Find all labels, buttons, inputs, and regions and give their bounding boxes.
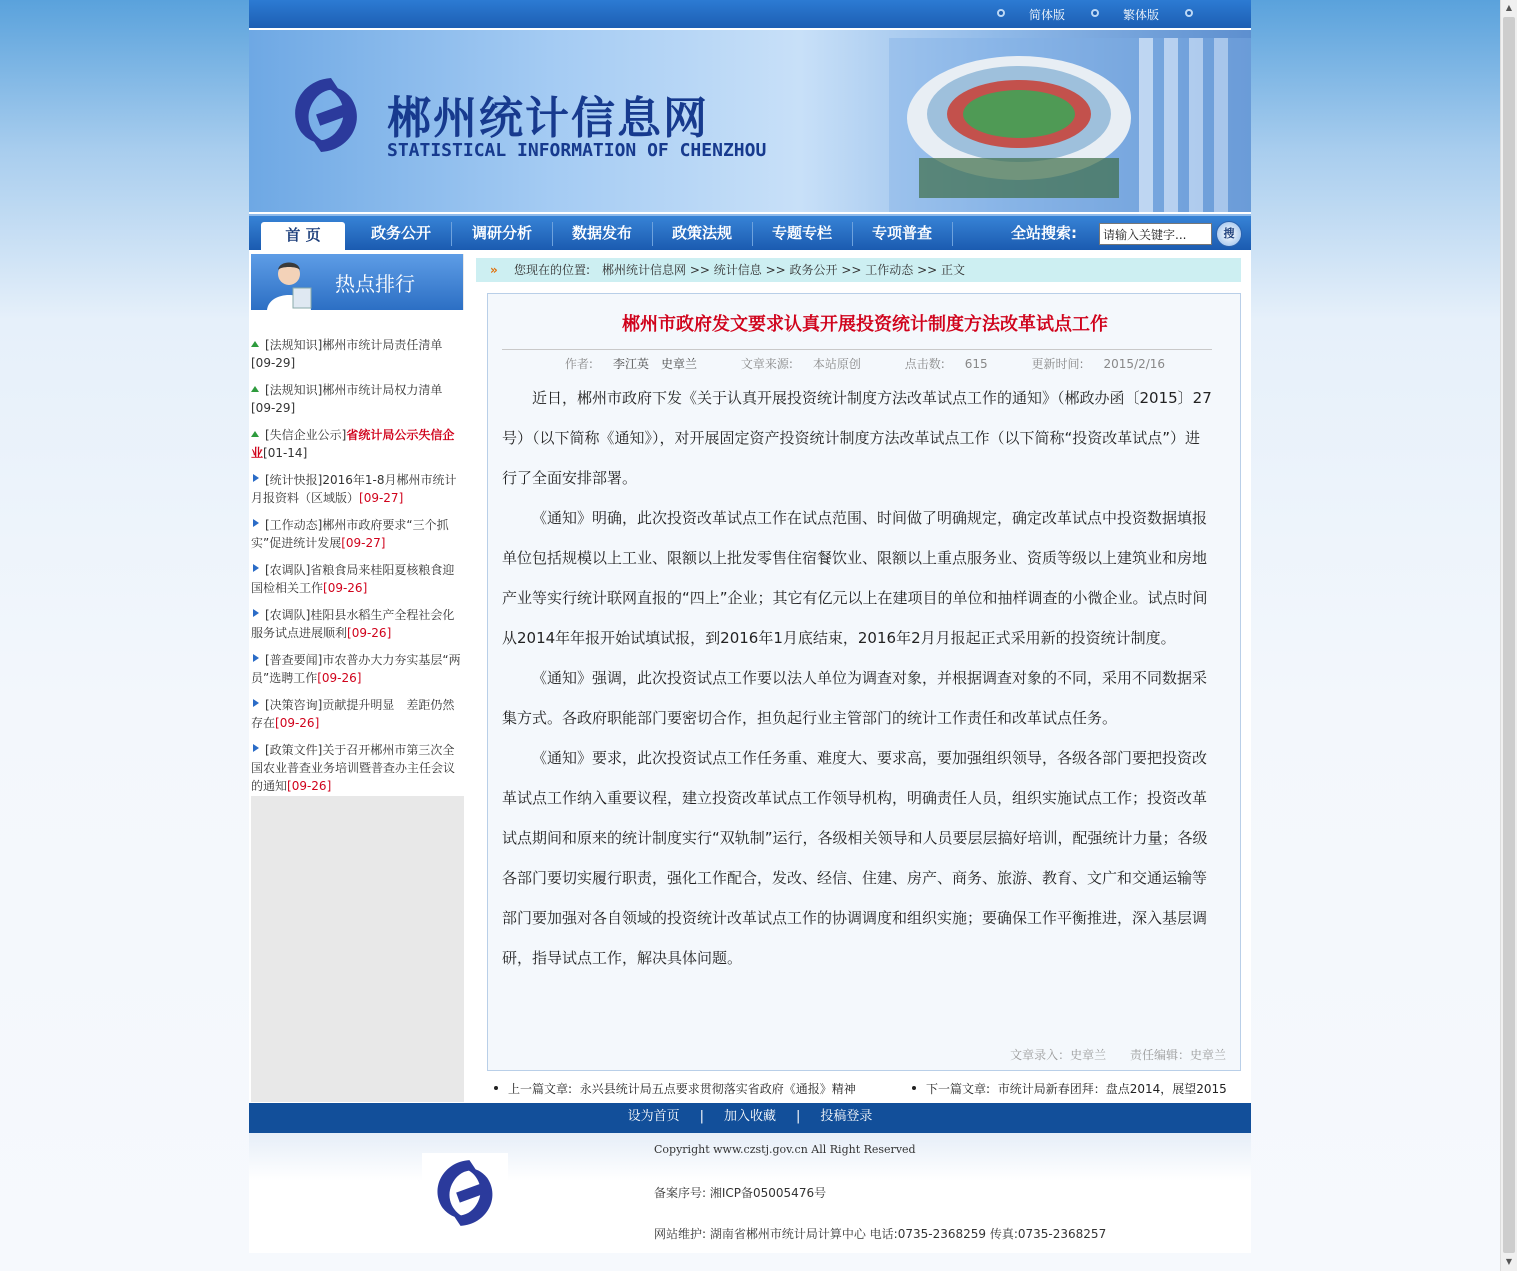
article-editor: 责任编辑：史章兰	[1129, 1048, 1226, 1062]
hot-list-item-date: [01-14]	[263, 446, 308, 460]
triangle-right-icon	[253, 654, 259, 662]
triangle-right-icon	[253, 564, 259, 572]
hot-list-item-date: [09-26]	[317, 671, 362, 685]
footer-logo	[422, 1153, 508, 1233]
search-button[interactable]: 搜	[1216, 221, 1242, 247]
hot-list-item[interactable]	[251, 471, 461, 507]
add-favorite-link[interactable]: 加入收藏	[723, 1109, 776, 1124]
icp-text: 备案序号: 湘ICP备05005476号	[654, 1186, 827, 1200]
hot-list-item[interactable]	[251, 606, 461, 642]
hot-list-item[interactable]	[251, 426, 461, 462]
author-value: 李江英 史章兰	[612, 357, 697, 371]
next-article[interactable]	[912, 1080, 1227, 1097]
next-label: 下一篇文章:	[926, 1082, 991, 1096]
clicks-value: 615	[964, 357, 988, 371]
hot-list-item[interactable]	[251, 696, 461, 732]
nav-home[interactable]: 首 页	[261, 222, 345, 252]
nav-divider	[952, 222, 953, 246]
set-homepage-link[interactable]: 设为首页	[627, 1109, 680, 1124]
triangle-right-icon	[253, 474, 259, 482]
search-input[interactable]	[1099, 223, 1212, 245]
hot-list-item-text[interactable]: [农调队]桂阳县水稻生产全程社会化服务试点进展顺利	[251, 608, 455, 640]
author-label: 作者:	[564, 357, 593, 371]
article-paragraph: 《通知》强调，此次投资试点工作要以法人单位为调查对象，并根据调查对象的不同，采用不同数据采集方式。各政府职能部门要密切合作，担负起行业主管部门的统计工作责任和改革试点任务。	[502, 669, 1208, 727]
prev-link[interactable]: 永兴县统计局五点要求贯彻落实省政府《通报》精神	[579, 1082, 856, 1096]
hot-list-item[interactable]	[251, 651, 461, 687]
main-nav	[249, 214, 1251, 250]
maintainer-text: 网站维护: 湖南省郴州市统计局计算中心 电话:0735-2368259 传真:0735-2368257	[654, 1227, 1107, 1241]
hot-list-item-date: [09-26]	[287, 779, 332, 793]
hot-ranking-list	[251, 310, 464, 796]
article-meta	[488, 355, 1242, 372]
submit-login-link[interactable]: 投稿登录	[820, 1109, 873, 1124]
scroll-up-icon[interactable]: ▲	[1505, 3, 1513, 12]
stadium-image-icon	[889, 38, 1251, 212]
bullet-icon	[494, 1086, 498, 1090]
footer-separator: |	[699, 1109, 704, 1124]
hot-list-item[interactable]	[251, 561, 461, 597]
hot-ranking-title: 热点排行	[335, 272, 415, 296]
prev-label: 上一篇文章:	[508, 1082, 573, 1096]
article-paragraph: 《通知》要求，此次投资试点工作任务重、难度大、要求高，要加强组织领导，各级各部门要把投资改革试点工作纳入重要议程，建立投资改革试点工作领导机构，明确责任人员，组织实施试点工作；投资改革试点期间和原来的统计制度实行“双轨制”运行，各级相关领导和人员要层层搞好培训，配强统计力量；各级各部门要切实履行职责，强化工作配合，发改、经信、住建、房产、商务、旅游、教育、文广和交通运输等部门要加强对各自领域的投资统计改革试点工作的协调调度和组织实施；要确保工作平衡推进，深入基层调研，指导试点工作，解决具体问题。	[502, 749, 1208, 967]
nav-data-release[interactable]: 数据发布	[571, 224, 632, 242]
hot-list-item-highlight[interactable]: 省统计局公示失信企业	[251, 428, 455, 460]
breadcrumb	[476, 258, 1241, 282]
next-link[interactable]: 市统计局新春团拜：盘点2014，展望2015	[997, 1082, 1227, 1096]
hot-list-item-date: [09-29]	[251, 401, 296, 415]
article-paragraph: 《通知》明确，此次投资改革试点工作在试点范围、时间做了明确规定，确定改革试点中投资数据填报单位包括规模以上工业、限额以上批发零售住宿餐饮业、限额以上重点服务业、资质等级以上建筑业和房地产业等实行统计联网直报的“四上”企业；其它有亿元以上在建项目的单位和抽样调查的小微企业。试点时间从2014年年报开始试填试报，到2016年1月底结束，2016年2月月报起正式采用新的投资统计制度。	[502, 509, 1208, 647]
breadcrumb-text[interactable]: 您现在的位置: 郴州统计信息网 >> 统计信息 >> 政务公开 >> 工作动态 >> 正文	[514, 263, 965, 277]
clicks-label: 点击数:	[904, 357, 945, 371]
hot-list-item-date: [09-27]	[341, 536, 386, 550]
footer-separator: |	[796, 1109, 801, 1124]
article-entry: 文章录入：史章兰	[1010, 1048, 1107, 1062]
source-label: 文章来源:	[740, 357, 793, 371]
hot-list-item-date: [09-26]	[323, 581, 368, 595]
hot-list-item-text[interactable]: [法规知识]郴州市统计局权力清单	[265, 383, 443, 397]
page-container	[249, 0, 1251, 1253]
breadcrumb-arrow-icon: »	[490, 263, 498, 277]
simplified-link[interactable]: 简体版	[1029, 8, 1066, 22]
article-body	[502, 378, 1212, 978]
triangle-up-icon	[251, 386, 259, 392]
bullet-icon	[912, 1086, 916, 1090]
footer-links	[249, 1103, 1251, 1133]
hot-list-item[interactable]	[251, 381, 461, 417]
prev-article[interactable]	[494, 1080, 856, 1097]
top-strip	[249, 0, 1251, 28]
footer-logo-icon	[422, 1153, 508, 1233]
sidebar	[251, 254, 464, 1102]
hot-list-item-date: [09-29]	[251, 356, 296, 370]
hot-list-item-date: [09-26]	[347, 626, 392, 640]
article-footer	[990, 1046, 1226, 1063]
hot-list-item-text[interactable]: [政策文件]关于召开郴州市第三次全国农业普查业务培训暨普查办主任会议的通知	[251, 743, 456, 793]
hot-list-item-text[interactable]: [农调队]省粮食局来桂阳夏核粮食迎国检相关工作	[251, 563, 455, 595]
article-paragraph: 近日，郴州市政府下发《关于认真开展投资统计制度方法改革试点工作的通知》（郴政办函〔2015〕27号）（以下简称《通知》），对开展固定资产投资统计制度方法改革试点工作（以下简称“投资改革试点”）进行了全面安排部署。	[502, 389, 1212, 487]
copyright-text: Copyright www.czstj.gov.cn All Right Reserved	[654, 1143, 916, 1156]
dot-icon	[1091, 9, 1099, 17]
site-footer	[249, 1133, 1251, 1253]
nav-census[interactable]: 专项普查	[871, 224, 932, 242]
hot-list-item-text[interactable]: [决策咨询]贡献提升明显 差距仍然存在	[251, 698, 455, 730]
vertical-scrollbar[interactable]	[1500, 0, 1517, 1271]
traditional-link[interactable]: 繁体版	[1123, 8, 1160, 22]
triangle-up-icon	[251, 341, 259, 347]
site-logo-icon	[281, 70, 371, 160]
source-value: 本站原创	[812, 357, 861, 371]
triangle-right-icon	[253, 609, 259, 617]
article	[487, 293, 1241, 1071]
triangle-right-icon	[253, 699, 259, 707]
updated-value: 2015/2/16	[1103, 357, 1166, 371]
nav-policy[interactable]: 政策法规	[671, 224, 732, 242]
site-title-cn: 郴州统计信息网	[387, 94, 709, 143]
nav-special-topics[interactable]: 专题专栏	[771, 224, 832, 242]
triangle-up-icon	[251, 431, 259, 437]
updated-label: 更新时间:	[1031, 357, 1084, 371]
nav-government-affairs[interactable]: 政务公开	[370, 224, 431, 242]
hot-list-item-text[interactable]: [失信企业公示]	[265, 428, 347, 442]
hot-list-item-date: [09-27]	[359, 491, 404, 505]
hot-list-item-text[interactable]: [法规知识]郴州市统计局责任清单	[265, 338, 443, 352]
hot-list-item-text[interactable]: [工作动态]郴州市政府要求“三个抓实”促进统计发展	[251, 518, 449, 550]
hot-list-item[interactable]	[251, 516, 461, 552]
scroll-thumb[interactable]	[1503, 17, 1515, 1253]
nav-research[interactable]: 调研分析	[471, 224, 532, 242]
hot-ranking-header	[251, 254, 463, 310]
search-label: 全站搜索:	[1011, 224, 1077, 242]
site-title-en: STATISTICAL INFORMATION OF CHENZHOU	[387, 140, 767, 161]
triangle-right-icon	[253, 519, 259, 527]
dot-icon	[997, 9, 1005, 17]
hot-list-item[interactable]	[251, 741, 461, 795]
dot-icon	[1185, 9, 1193, 17]
person-icon	[259, 258, 319, 310]
hot-list-item[interactable]	[251, 336, 461, 372]
hot-list-item-text[interactable]: [普查要闻]市农普办大力夯实基层“两员”选聘工作	[251, 653, 461, 685]
hot-list-item-date: [09-26]	[275, 716, 320, 730]
site-banner	[249, 30, 1251, 212]
triangle-right-icon	[253, 744, 259, 752]
hot-list-item-text[interactable]: [统计快报]2016年1-8月郴州市统计月报资料（区域版）	[251, 473, 457, 505]
scroll-down-icon[interactable]: ▼	[1505, 1257, 1513, 1266]
article-divider	[502, 349, 1212, 350]
article-title: 郴州市政府发文要求认真开展投资统计制度方法改革试点工作	[622, 314, 1108, 335]
